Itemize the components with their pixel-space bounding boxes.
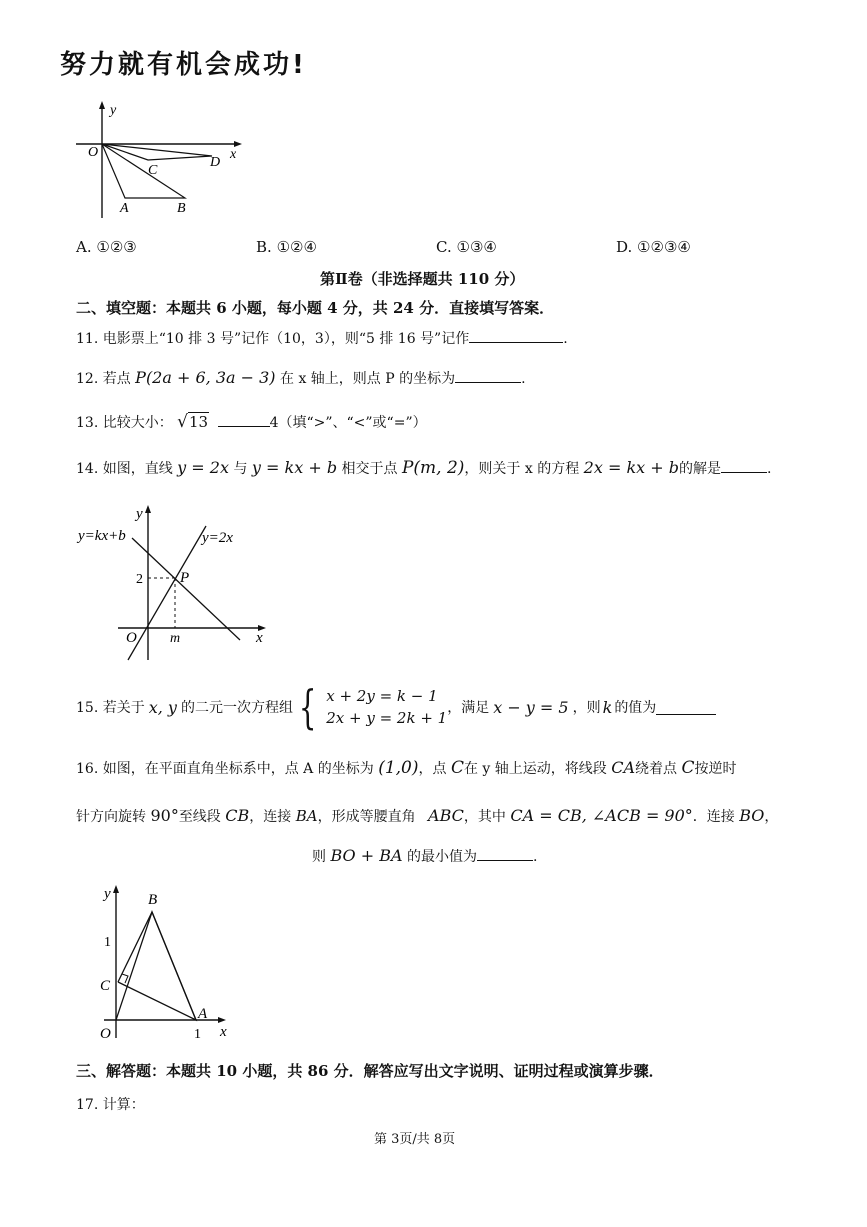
label-d: D	[210, 155, 221, 170]
page-number: 第 3页/共 8页	[374, 1132, 456, 1147]
answer-blank-12[interactable]	[455, 368, 521, 383]
label-o: O	[126, 630, 137, 646]
label-line-2x: y=2x	[202, 530, 233, 546]
label-m: m	[170, 631, 181, 646]
question-12: 12. 若点 P(2a + 6, 3a − 3) 在 x 轴上，则点 P 的坐标为 .	[76, 368, 526, 387]
answer-blank-13[interactable]	[218, 412, 270, 427]
question-16-line1: 16. 如图，在平面直角坐标系中，点 A 的坐标为 (1,0)，点 C在 y 轴上运动，将线段 CA绕着点 C按逆时	[76, 758, 737, 778]
question-16-line2: 针方向旋转 90°至线段 CB，连接 BA，形成等腰直角 ABC，其中 CA = CB, ∠ACB = 90°．连接 BO，	[76, 806, 779, 825]
label-x: x	[220, 1024, 227, 1040]
label-a: A	[198, 1006, 208, 1022]
label-o: O	[100, 1026, 111, 1042]
question-11: 11. 电影票上“10 排 3 号”记作（10，3），则“5 排 16 号”记作 .	[76, 328, 568, 348]
triangle-abc	[118, 912, 196, 1020]
equation-system: { x + 2y = k − 1 2x + y = 2k + 1	[298, 680, 448, 734]
label-line-kxb: y=kx+b	[78, 528, 126, 544]
y-axis-arrow	[99, 101, 105, 109]
q14-figure	[70, 500, 280, 668]
choice-b[interactable]: B. ①②④	[256, 238, 317, 256]
label-x: x	[230, 147, 237, 162]
label-b: B	[177, 201, 186, 216]
label-c: C	[100, 978, 111, 994]
answer-blank-11[interactable]	[469, 328, 563, 343]
label-y: y	[110, 103, 117, 118]
answer-blank-15[interactable]	[656, 700, 716, 715]
triangle-obA	[116, 912, 196, 1020]
choice-d[interactable]: D. ①②③④	[616, 238, 691, 256]
question-14: 14. 如图，直线 y = 2x 与 y = kx + b 相交于点 P(m, 2)，则关于 x 的方程 2x = kx + b的解是 .	[76, 458, 772, 478]
label-1-y: 1	[104, 935, 111, 950]
label-x: x	[256, 630, 263, 646]
y-axis-arrow	[113, 885, 119, 893]
section2-heading: 二、填空题：本题共 6 小题，每小题 4 分，共 24 分．直接填写答案．	[76, 299, 555, 317]
answer-blank-14[interactable]	[721, 458, 767, 473]
label-p: P	[180, 570, 190, 586]
label-a: A	[120, 201, 129, 216]
question-15: 15. 若关于 x, y 的二元一次方程组 { x + 2y = k − 1 2x + y = 2k + 1 ，满足 x − y = 5 ，则 k 的值为	[76, 684, 716, 730]
label-1-x: 1	[194, 1027, 201, 1042]
question-13: 13. 比较大小： √13 4（填“>”、“<”或“=”）	[76, 412, 427, 432]
label-2: 2	[136, 572, 143, 587]
sqrt-sign: √	[177, 412, 189, 432]
choice-a[interactable]: A. ①②③	[76, 238, 137, 256]
label-y: y	[136, 506, 143, 522]
label-y: y	[104, 886, 111, 902]
answer-blank-16[interactable]	[477, 846, 533, 861]
part2-title: 第Ⅱ卷（非选择题共 110 分）	[320, 270, 525, 288]
right-angle-mark	[122, 974, 128, 983]
section3-heading: 三、解答题：本题共 10 小题，共 86 分．解答应写出文字说明、证明过程或演算步骤．	[76, 1062, 664, 1080]
q16-figure	[80, 878, 250, 1046]
brace: {	[298, 680, 317, 734]
label-c: C	[148, 163, 158, 178]
q10-figure	[70, 98, 250, 222]
triangle-ocd	[102, 144, 212, 160]
question-17: 17. 计算：	[76, 1097, 145, 1113]
y-axis-arrow	[145, 505, 151, 513]
choice-c[interactable]: C. ①③④	[436, 238, 497, 256]
label-b: B	[148, 892, 158, 908]
question-16-line3: 则 BO + BA 的最小值为 .	[312, 846, 538, 865]
x-axis-arrow	[218, 1017, 226, 1023]
label-o: O	[88, 145, 99, 160]
motto: 努力就有机会成功!	[60, 50, 307, 80]
